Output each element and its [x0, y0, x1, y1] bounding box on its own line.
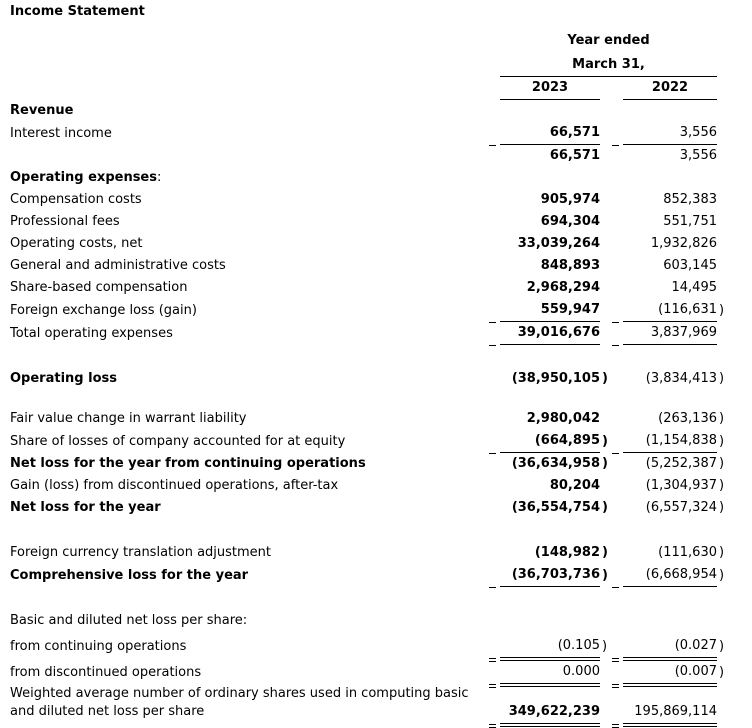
- spacer-cell: [10, 519, 730, 542]
- value-2023: [500, 167, 600, 189]
- value-2022: (5,252,387: [645, 456, 717, 471]
- row-label: [10, 299, 488, 322]
- underline-lead-2023: [488, 277, 500, 299]
- spacer-cell: [10, 586, 730, 610]
- value-2022: 3,837,969: [623, 321, 717, 344]
- value-2022-paren: ): [719, 411, 725, 426]
- value-2022: (6,557,324: [645, 500, 717, 515]
- value-2022: [623, 99, 717, 122]
- value-2023: 66,571: [500, 122, 600, 145]
- underline-lead-2022: [611, 542, 623, 564]
- underline-lead-2022: [611, 299, 623, 322]
- row-label-text: Foreign exchange loss (gain): [10, 302, 197, 318]
- statement-row: [10, 610, 730, 632]
- value-2022-paren: ): [719, 371, 725, 386]
- row-label-text: Total operating expenses: [10, 325, 173, 341]
- row-label: [10, 683, 488, 723]
- underline-lead-2022: [611, 683, 623, 723]
- underline-lead-2023: [488, 452, 500, 475]
- row-label: [10, 452, 488, 475]
- row-label-text: from discontinued operations: [10, 664, 202, 680]
- value-2023: 559,947: [500, 299, 600, 322]
- value-2023: (148,982: [534, 545, 600, 560]
- row-label: [10, 255, 488, 277]
- row-label-text: Basic and diluted net loss per share:: [10, 613, 248, 628]
- value-2023: (0.105: [500, 632, 600, 658]
- spacer-row: [10, 519, 730, 542]
- value-2023: (36,703,736: [500, 564, 600, 587]
- row-label-text: Gain (loss) from discontinued operations, after-tax: [10, 478, 339, 493]
- underline-lead-2022: [611, 475, 623, 497]
- statement-row: [10, 122, 730, 145]
- underline-lead-2023: [488, 683, 500, 723]
- value-2022: (111,630: [658, 545, 717, 560]
- value-2022-paren: [717, 122, 730, 145]
- value-2022-paren: ): [719, 664, 725, 680]
- statement-row: [10, 144, 730, 167]
- underline-lead-2022: [611, 321, 623, 344]
- value-2022-paren: [717, 683, 730, 723]
- row-label-text: Fair value change in warrant liability: [10, 411, 247, 426]
- underline-lead-2023: [488, 255, 500, 277]
- value-2022: (6,668,954: [623, 564, 717, 587]
- value-2023-paren: [600, 321, 611, 344]
- value-2022: [623, 167, 717, 189]
- underline-lead-2023: [488, 408, 500, 430]
- value-2023: [500, 99, 600, 122]
- underline-lead-2023: [488, 632, 500, 658]
- statement-row: [10, 211, 730, 233]
- statement-row: [10, 564, 730, 587]
- header-lead-spacer: [488, 32, 500, 52]
- value-2022: [623, 610, 717, 632]
- value-2022: (3,834,413: [645, 371, 717, 386]
- header-year-ended-row: [10, 32, 730, 52]
- row-label: [10, 277, 488, 299]
- underline-lead-2022: [611, 564, 623, 587]
- value-2023: 66,571: [549, 148, 600, 163]
- value-2023-paren: [600, 99, 611, 122]
- value-2022: 3,556: [679, 148, 717, 163]
- value-2022-paren: [717, 610, 730, 632]
- value-2023: 39,016,676: [500, 321, 600, 344]
- value-2023: (38,950,105: [511, 371, 600, 386]
- value-2023: 848,893: [540, 258, 600, 273]
- underline-lead-2022: [611, 211, 623, 233]
- value-2022-paren: ): [719, 638, 725, 654]
- underline-lead-2023: [488, 497, 500, 519]
- underline-lead-2023: [488, 564, 500, 587]
- statement-row: [10, 189, 730, 211]
- value-2023: 905,974: [540, 192, 600, 207]
- value-2022: (1,304,937: [645, 478, 717, 493]
- value-2023-paren: [600, 144, 611, 167]
- header-year-ended: Year ended: [567, 33, 650, 48]
- value-2022: (116,631: [623, 299, 717, 322]
- statement-row: [10, 321, 730, 344]
- page-title: Income Statement: [10, 4, 145, 19]
- value-2023-paren: [600, 299, 611, 322]
- value-2023: (664,895: [500, 430, 600, 453]
- underline-lead-2022: [611, 610, 623, 632]
- row-label-text: Compensation costs: [10, 192, 142, 207]
- value-2023: 80,204: [549, 478, 600, 493]
- value-2022: (263,136: [658, 411, 717, 426]
- header-trail-spacer: [717, 76, 730, 99]
- underline-lead-2023: [488, 144, 500, 167]
- value-2022-paren: [717, 277, 730, 299]
- statement-row: [10, 408, 730, 430]
- row-label-text: Professional fees: [10, 214, 120, 229]
- value-2022-paren: [717, 167, 730, 189]
- row-label-text: Share of losses of company accounted for at equity: [10, 433, 346, 449]
- row-label: [10, 542, 488, 564]
- row-label-text: from continuing operations: [10, 638, 187, 654]
- value-2023-paren: ): [602, 433, 608, 449]
- header-gap: [600, 76, 611, 99]
- value-2023: (36,554,754: [511, 500, 600, 515]
- value-2022-paren: ): [719, 500, 725, 515]
- value-2023-paren: [600, 610, 611, 632]
- value-2022-paren: [717, 255, 730, 277]
- value-2023: 33,039,264: [517, 236, 600, 251]
- underline-lead-2023: [488, 430, 500, 453]
- row-label-text: Net loss for the year: [10, 500, 161, 515]
- value-2023-paren: [600, 255, 611, 277]
- statement-row: [10, 497, 730, 519]
- header-trail-spacer: [717, 52, 730, 77]
- value-2023-paren: [600, 167, 611, 189]
- value-2022: 551,751: [663, 214, 717, 229]
- value-2023-paren: ): [602, 567, 608, 583]
- spacer-row: [10, 390, 730, 408]
- underline-lead-2023: [488, 122, 500, 145]
- statement-row: [10, 683, 730, 723]
- underline-lead-2023: [488, 542, 500, 564]
- value-2022-paren: ): [719, 433, 725, 449]
- value-2022-paren: ): [719, 302, 725, 318]
- value-2023-paren: ): [602, 456, 608, 471]
- header-march-31: March 31,: [500, 52, 717, 77]
- value-2022-paren: [717, 144, 730, 167]
- statement-row: [10, 657, 730, 683]
- underline-lead-2023: [488, 167, 500, 189]
- statement-row: [10, 368, 730, 390]
- value-2023-paren: [600, 408, 611, 430]
- value-2022-paren: [717, 189, 730, 211]
- underline-lead-2022: [611, 233, 623, 255]
- value-2023-paren: [600, 122, 611, 145]
- statement-row: [10, 542, 730, 564]
- row-label-text: Share-based compensation: [10, 280, 188, 295]
- row-label: [10, 233, 488, 255]
- value-2023-paren: [600, 475, 611, 497]
- underline-lead-2023: [488, 321, 500, 344]
- value-2022-paren: ): [719, 456, 725, 471]
- value-2023-paren: [600, 211, 611, 233]
- value-2022: 195,869,114: [623, 683, 717, 723]
- value-2023: [500, 610, 600, 632]
- row-label-text: Operating loss: [10, 371, 117, 386]
- statement-row: [10, 632, 730, 658]
- row-label-text: Operating costs, net: [10, 236, 143, 251]
- value-2022: (0.027: [623, 632, 717, 658]
- value-2023-paren: ): [602, 500, 608, 515]
- underline-lead-2022: [611, 497, 623, 519]
- row-label: [10, 144, 488, 167]
- row-label: [10, 189, 488, 211]
- underline-lead-2022: [611, 99, 623, 122]
- row-label-text: Revenue: [10, 103, 74, 118]
- underline-lead-2023: [488, 657, 500, 683]
- value-2022-paren: ): [719, 478, 725, 493]
- header-label-spacer: [10, 76, 488, 99]
- header-lead-spacer: [488, 52, 500, 77]
- header-gap: [611, 76, 623, 99]
- row-label-text: Comprehensive loss for the year: [10, 567, 249, 583]
- underline-lead-2023: [488, 368, 500, 390]
- row-label: [10, 321, 488, 344]
- statement-row: [10, 452, 730, 475]
- value-2023: 0.000: [500, 657, 600, 683]
- row-label-text: Foreign currency translation adjustment: [10, 545, 272, 560]
- value-2022: 852,383: [663, 192, 717, 207]
- row-label-line2: and diluted net loss per share: [10, 703, 205, 719]
- underline-lead-2023: [488, 189, 500, 211]
- value-2023-paren: ): [602, 638, 608, 654]
- header-lead-spacer: [488, 76, 500, 99]
- statement-row: [10, 255, 730, 277]
- underline-lead-2022: [611, 122, 623, 145]
- underline-lead-2023: [488, 233, 500, 255]
- underline-lead-2022: [611, 430, 623, 453]
- underline-lead-2022: [611, 657, 623, 683]
- value-2022-paren: [717, 233, 730, 255]
- underline-lead-2023: [488, 211, 500, 233]
- underline-lead-2022: [611, 408, 623, 430]
- underline-lead-2023: [488, 99, 500, 122]
- row-label: [10, 211, 488, 233]
- value-2022: (1,154,838: [623, 430, 717, 453]
- value-2023: 2,980,042: [526, 411, 600, 426]
- value-2023-paren: ): [602, 545, 608, 560]
- value-2023-paren: ): [602, 371, 608, 386]
- row-label: [10, 167, 488, 189]
- value-2023-paren: [600, 657, 611, 683]
- header-march-row: [10, 52, 730, 77]
- value-2023-paren: [600, 233, 611, 255]
- underline-lead-2022: [611, 167, 623, 189]
- row-label: [10, 475, 488, 497]
- row-label: [10, 564, 488, 587]
- value-2023: (36,634,958: [511, 456, 600, 471]
- value-2022-paren: ): [719, 545, 725, 560]
- statement-row: [10, 277, 730, 299]
- row-label: [10, 632, 488, 658]
- header-label-spacer: [10, 32, 488, 52]
- value-2023-paren: [600, 189, 611, 211]
- row-label-suffix: :: [157, 170, 162, 185]
- row-label-text: Operating expenses: [10, 170, 157, 185]
- spacer-cell: [10, 390, 730, 408]
- value-2023: 349,622,239: [500, 683, 600, 723]
- row-label-text: Interest income: [10, 125, 112, 141]
- value-2022: 14,495: [671, 280, 717, 295]
- underline-lead-2023: [488, 475, 500, 497]
- row-label-text: Weighted average number of ordinary shares used in computing basic: [10, 686, 469, 702]
- row-label: [10, 497, 488, 519]
- header-label-spacer: [10, 52, 488, 77]
- row-label-text: General and administrative costs: [10, 258, 226, 273]
- income-statement-table: [10, 32, 730, 724]
- statement-row: [10, 167, 730, 189]
- value-2023-paren: [600, 683, 611, 723]
- row-label: [10, 408, 488, 430]
- row-label: [10, 368, 488, 390]
- statement-row: [10, 475, 730, 497]
- value-2022-paren: [717, 99, 730, 122]
- underline-lead-2022: [611, 255, 623, 277]
- header-years-row: [10, 76, 730, 99]
- statement-row: [10, 430, 730, 453]
- value-2022-paren: ): [719, 567, 725, 583]
- underline-lead-2023: [488, 610, 500, 632]
- value-2022: 603,145: [663, 258, 717, 273]
- column-header-2022: 2022: [623, 76, 717, 99]
- row-label: [10, 657, 488, 683]
- row-label: [10, 99, 488, 122]
- value-2022: (0.007: [623, 657, 717, 683]
- underline-lead-2022: [611, 144, 623, 167]
- value-2022-paren: [717, 321, 730, 344]
- statement-rows: [10, 99, 730, 723]
- value-2023: 694,304: [540, 214, 600, 229]
- row-label: [10, 430, 488, 453]
- column-header-2023: 2023: [500, 76, 600, 99]
- row-label: [10, 122, 488, 145]
- underline-lead-2023: [488, 299, 500, 322]
- spacer-row: [10, 344, 730, 368]
- value-2023: 2,968,294: [526, 280, 600, 295]
- underline-lead-2022: [611, 368, 623, 390]
- underline-lead-2022: [611, 277, 623, 299]
- underline-lead-2022: [611, 452, 623, 475]
- value-2022-paren: [717, 211, 730, 233]
- statement-row: [10, 99, 730, 122]
- underline-lead-2022: [611, 189, 623, 211]
- spacer-cell: [10, 344, 730, 368]
- underline-lead-2022: [611, 632, 623, 658]
- header-trail-spacer: [717, 32, 730, 52]
- value-2022: 1,932,826: [650, 236, 717, 251]
- spacer-row: [10, 586, 730, 610]
- value-2023-paren: [600, 277, 611, 299]
- statement-row: [10, 299, 730, 322]
- statement-row: [10, 233, 730, 255]
- row-label-text: Net loss for the year from continuing operations: [10, 456, 366, 471]
- row-label: [10, 610, 488, 632]
- value-2022: 3,556: [623, 122, 717, 145]
